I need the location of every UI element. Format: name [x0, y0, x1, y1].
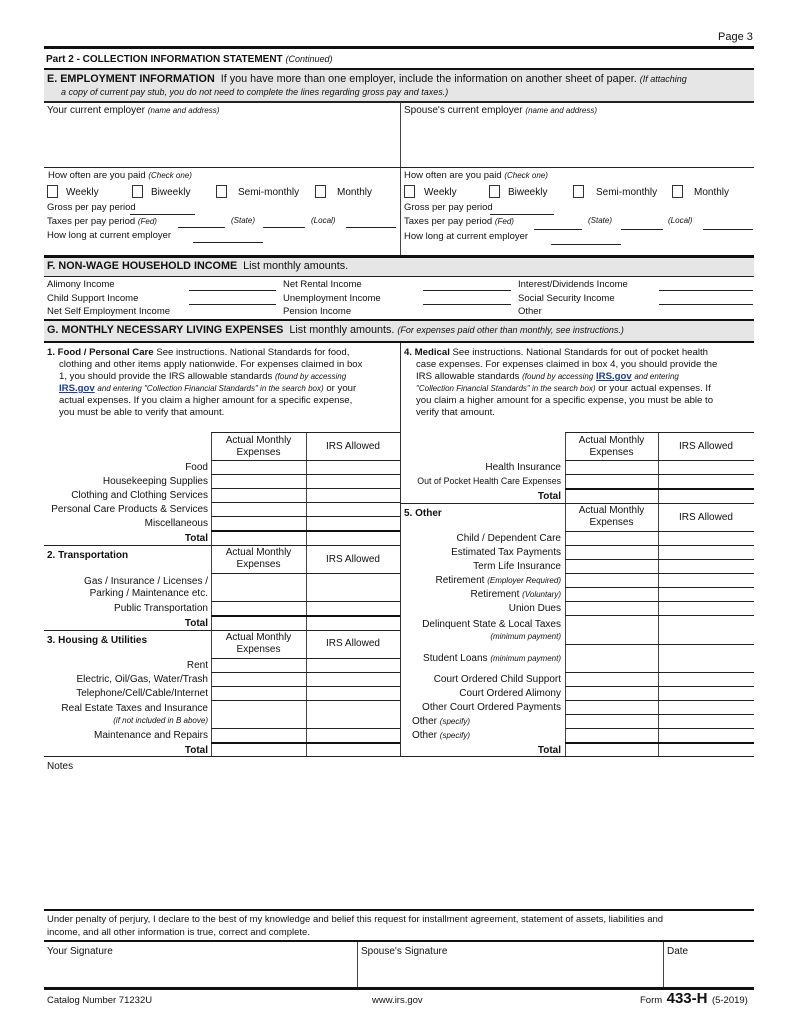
text: 1, you should provide the IRS allowable standards [59, 371, 273, 382]
grid-line [565, 601, 754, 602]
grid-line [211, 672, 400, 673]
child-support-income-label: Child Support Income [47, 293, 139, 304]
section-e-title-line [47, 73, 687, 86]
net-self-employment-label: Net Self Employment Income [47, 306, 171, 317]
box2-title: 2. Transportation [47, 550, 129, 561]
option-monthly: Monthly [337, 187, 373, 198]
grid-line [565, 686, 754, 687]
grid-line [565, 474, 754, 475]
grid-line [565, 559, 754, 560]
irs-gov-link[interactable]: IRS.gov [595, 371, 632, 382]
grid-line [565, 615, 754, 616]
personal-care-label: Personal Care Products & Services [51, 504, 208, 515]
text: See instructions. National Standards for out of pocket health [452, 347, 708, 358]
tax-local-field[interactable] [346, 227, 396, 228]
col-irs-header: IRS Allowed [326, 441, 380, 452]
housekeeping-label: Housekeeping Supplies [102, 476, 208, 487]
page-number: Page 3 [718, 31, 753, 43]
telephone-label: Telephone/Cell/Cable/Internet [76, 688, 208, 699]
box4-total-label: Total [537, 491, 561, 502]
state-hint: (State) [231, 216, 256, 225]
grid-line [565, 644, 754, 645]
spouse-option-weekly: Weekly [424, 187, 457, 198]
spouse-option-monthly: Monthly [694, 187, 730, 198]
hint: (Employer Required) [487, 576, 561, 585]
section-g-title: G. MONTHLY NECESSARY LIVING EXPENSES [47, 324, 284, 336]
checkbox-semi-monthly[interactable] [216, 185, 227, 198]
text: Expenses [589, 517, 634, 528]
box4-title: 4. Medical [404, 347, 450, 358]
hint: (minimum payment) [490, 654, 561, 663]
text: Actual Monthly [225, 435, 292, 446]
other-specify-2-label [412, 729, 470, 742]
checkbox-monthly[interactable] [315, 185, 326, 198]
section-e-note-2: a copy of current pay stub, you do not need to complete the lines regarding gross pay and taxes.) [61, 87, 449, 97]
box1-instructions [47, 347, 397, 419]
label-text: Spouse's current employer [404, 105, 523, 116]
text: clothing and other items apply nationwide. For expenses claimed in box [59, 359, 363, 370]
part-title [46, 53, 332, 66]
your-signature-label: Your Signature [47, 946, 113, 957]
hint: and entering "Collection Financial Standards" in the search box) [97, 384, 324, 393]
net-rental-income-label: Net Rental Income [283, 279, 362, 290]
checkbox-weekly[interactable] [47, 185, 58, 198]
social-security-field[interactable] [659, 304, 753, 305]
text: Expenses [589, 447, 634, 458]
box1-total-label: Total [184, 533, 208, 544]
notes-label: Notes [47, 761, 74, 772]
date-field[interactable] [664, 942, 754, 987]
interest-dividends-field[interactable] [659, 290, 753, 291]
grid-line [211, 573, 400, 574]
text: or your actual expenses. If [598, 383, 711, 394]
gross-pay-label: Gross per pay period [47, 202, 136, 213]
grid-line [400, 503, 754, 504]
col-actual-header [211, 435, 306, 459]
alimony-income-field[interactable] [189, 290, 276, 291]
grid-line [211, 474, 400, 475]
other-specify-1-label [412, 715, 470, 728]
spouse-employer-label [404, 104, 597, 117]
column-divider [400, 102, 401, 256]
delinquent-taxes-hint: (minimum payment) [490, 632, 561, 641]
how-long-field[interactable] [193, 242, 263, 243]
alimony-income-label: Alimony Income [47, 279, 115, 290]
gross-pay-field[interactable] [130, 214, 195, 215]
interest-dividends-label: Interest/Dividends Income [518, 279, 628, 290]
text: Retirement [435, 575, 485, 586]
text: actual expenses. If you claim a higher amount for a specific expense, [59, 395, 353, 406]
spouse-checkbox-biweekly[interactable] [489, 185, 500, 198]
text: Actual Monthly [225, 547, 292, 558]
option-biweekly: Biweekly [151, 187, 191, 198]
grid-line [565, 545, 754, 546]
spouse-local-hint: (Local) [668, 216, 693, 225]
local-hint: (Local) [311, 216, 336, 225]
spouse-state-hint: (State) [588, 216, 613, 225]
box4-instructions [404, 347, 754, 419]
real-estate-label: Real Estate Taxes and Insurance [61, 703, 208, 714]
section-e-note-1: (If attaching [639, 74, 687, 84]
hint: (specify) [439, 731, 471, 740]
fed-hint: (Fed) [494, 217, 514, 226]
out-of-pocket-label: Out of Pocket Health Care Expenses [417, 476, 561, 486]
col-actual-header [211, 547, 306, 571]
label-text: How often are you paid [48, 170, 146, 181]
spouse-how-long-label: How long at current employer [404, 231, 529, 242]
spouse-gross-pay-field[interactable] [490, 214, 554, 215]
text: IRS allowable standards [416, 371, 520, 382]
grid-line [565, 432, 566, 756]
irs-gov-link[interactable]: IRS.gov [59, 383, 95, 394]
form-prefix: Form [640, 995, 663, 1006]
section-f-title: F. NON-WAGE HOUSEHOLD INCOME [47, 260, 238, 272]
hint: "Collection Financial Standards" in the search box) [416, 384, 596, 393]
retirement-employer-label [400, 574, 561, 587]
label-text: How often are you paid [404, 170, 502, 181]
grid-line [565, 728, 754, 729]
grid-line [44, 630, 400, 631]
child-care-label: Child / Dependent Care [456, 533, 561, 544]
grid-line [565, 488, 754, 490]
hint: (Voluntary) [522, 590, 561, 599]
text: See instructions. National Standards for food, [156, 347, 350, 358]
spouse-gross-pay-label: Gross per pay period [404, 202, 493, 213]
divider [44, 46, 754, 49]
tax-state-field[interactable] [263, 227, 305, 228]
grid-line [211, 742, 400, 744]
col-irs-header: IRS Allowed [679, 512, 733, 523]
checkbox-biweekly[interactable] [132, 185, 143, 198]
grid-line [211, 516, 400, 517]
utilities-label: Electric, Oil/Gas, Water/Trash [76, 674, 208, 685]
public-transport-label: Public Transportation [114, 603, 208, 614]
grid-line [211, 700, 400, 701]
option-semi-monthly: Semi-monthly [238, 187, 300, 198]
grid-line [211, 530, 400, 532]
spouse-option-semi-monthly: Semi-monthly [596, 187, 658, 198]
col-irs-header: IRS Allowed [679, 441, 733, 452]
spouse-checkbox-monthly[interactable] [672, 185, 683, 198]
hint-text: (name and address) [525, 106, 598, 115]
box3-title: 3. Housing & Utilities [47, 635, 148, 646]
grid-line [565, 460, 754, 461]
date-label: Date [667, 946, 689, 957]
col-irs-header: IRS Allowed [326, 554, 380, 565]
perjury-statement-1: Under penalty of perjury, I declare to the best of my knowledge and belief this request for installment agreement, statement of assets, liabilities and [47, 914, 664, 925]
grid-line [44, 545, 400, 546]
maintenance-label: Maintenance and Repairs [94, 730, 208, 741]
food-label: Food [185, 462, 208, 473]
spouse-how-long-field[interactable] [551, 244, 621, 245]
fed-hint: (Fed) [137, 217, 157, 226]
misc-label: Miscellaneous [144, 518, 208, 529]
text: you must be able to verify that amount. [59, 407, 225, 418]
option-weekly: Weekly [66, 187, 99, 198]
perjury-statement-2: income, and all other information is true, correct and complete. [47, 927, 310, 938]
grid-line [211, 658, 400, 659]
grid-line [565, 573, 754, 574]
spouse-employer-field[interactable] [404, 118, 752, 164]
spouse-tax-fed-field[interactable] [534, 229, 582, 230]
spouse-tax-state-field[interactable] [621, 229, 663, 230]
retirement-voluntary-label [400, 588, 561, 601]
court-child-support-label: Court Ordered Child Support [433, 674, 561, 685]
text: you claim a higher amount for a specific expense, you must be able to [416, 395, 714, 406]
rent-label: Rent [186, 660, 208, 671]
estimated-tax-label: Estimated Tax Payments [451, 547, 561, 558]
pension-income-label: Pension Income [283, 306, 352, 317]
hint: (found by accessing [522, 372, 594, 381]
label-text: Your current employer [47, 105, 146, 116]
box1-title: 1. Food / Personal Care [47, 347, 154, 358]
label-text: Taxes per pay period [47, 216, 136, 227]
grid-line [211, 432, 400, 433]
spouse-checkbox-semi-monthly[interactable] [573, 185, 584, 198]
spouse-tax-local-field[interactable] [703, 229, 753, 230]
text: case expenses. For expenses claimed in box 4, you should provide the [416, 359, 718, 370]
unemployment-income-field[interactable] [423, 304, 511, 305]
col-actual-header [211, 632, 306, 656]
text: verify that amount. [416, 407, 495, 418]
grid-line [211, 502, 400, 503]
text: or your [326, 383, 357, 394]
catalog-number: Catalog Number 71232U [47, 995, 153, 1006]
hint: (found by accessing [275, 372, 347, 381]
net-rental-income-field[interactable] [423, 290, 511, 291]
union-dues-label: Union Dues [508, 603, 561, 614]
grid-line [565, 432, 754, 433]
grid-line [565, 531, 754, 532]
real-estate-hint: (if not included in B above) [113, 716, 208, 725]
divider [44, 276, 754, 277]
grid-line [211, 460, 400, 461]
spouse-signature-label: Spouse's Signature [361, 946, 448, 957]
social-security-label: Social Security Income [518, 293, 615, 304]
gas-insurance-label: Gas / Insurance / Licenses / [84, 576, 208, 587]
grid-line [565, 742, 754, 744]
grid-line [658, 432, 659, 756]
text: Student Loans [423, 653, 488, 664]
grid-line [565, 672, 754, 673]
section-g-instruction: List monthly amounts. [289, 324, 395, 336]
student-loans-label [400, 652, 561, 665]
section-f-instruction: List monthly amounts. [243, 260, 349, 272]
part-title-text: Part 2 - COLLECTION INFORMATION STATEMENT [46, 54, 283, 65]
col-irs-header: IRS Allowed [326, 638, 380, 649]
box3-total-label: Total [184, 745, 208, 756]
term-life-label: Term Life Insurance [473, 561, 561, 572]
box5-total-label: Total [537, 745, 561, 756]
form-number: 433-H [666, 990, 708, 1007]
text: Expenses [236, 559, 281, 570]
text: Actual Monthly [225, 632, 292, 643]
grid-line [565, 587, 754, 588]
hint-text: (name and address) [147, 106, 220, 115]
section-f-title-line [47, 260, 348, 273]
grid-line [306, 432, 307, 756]
irs-url: www.irs.gov [372, 995, 423, 1006]
notes-field[interactable] [46, 775, 752, 905]
form-revision: (5-2019) [711, 995, 748, 1006]
text: Actual Monthly [578, 435, 645, 446]
grid-line [211, 615, 400, 617]
divider [44, 341, 754, 343]
text: Other [412, 716, 438, 727]
your-signature-field[interactable] [44, 942, 357, 987]
box2-total-label: Total [184, 618, 208, 629]
divider [44, 909, 754, 911]
tax-fed-field[interactable] [178, 227, 225, 228]
label-text: Taxes per pay period [404, 216, 493, 227]
hint-text: (Check one) [148, 171, 192, 180]
grid-line [565, 700, 754, 701]
text: Actual Monthly [578, 505, 645, 516]
taxes-label [47, 216, 157, 228]
grid-line [211, 686, 400, 687]
col-actual-header [565, 505, 658, 529]
hint: (specify) [439, 717, 471, 726]
text: Retirement [470, 589, 520, 600]
grid-line [565, 714, 754, 715]
divider [44, 101, 754, 103]
divider [44, 167, 754, 168]
your-employer-field[interactable] [46, 118, 396, 164]
section-e-instruction: If you have more than one employer, include the information on another sheet of paper. [220, 73, 637, 85]
box5-title: 5. Other [404, 508, 442, 519]
part-subtitle: (Continued) [285, 54, 333, 64]
section-g-title-line [47, 324, 624, 337]
spouse-pay-frequency-label [404, 170, 548, 182]
how-long-label: How long at current employer [47, 230, 172, 241]
text: Expenses [236, 447, 281, 458]
spouse-taxes-label [404, 216, 514, 228]
health-insurance-label: Health Insurance [485, 462, 561, 473]
section-e-title: E. EMPLOYMENT INFORMATION [47, 73, 215, 85]
spouse-signature-field[interactable] [358, 942, 663, 987]
grid-line [211, 601, 400, 602]
spouse-option-biweekly: Biweekly [508, 187, 548, 198]
your-employer-label [47, 104, 219, 117]
section-g-note: (For expenses paid other than monthly, see instructions.) [397, 325, 624, 335]
unemployment-income-label: Unemployment Income [283, 293, 381, 304]
other-income-label: Other [518, 306, 542, 317]
text: Other [412, 730, 438, 741]
other-court-payments-label: Other Court Ordered Payments [422, 702, 561, 713]
hint-text: (Check one) [504, 171, 548, 180]
child-support-income-field[interactable] [189, 304, 276, 305]
spouse-checkbox-weekly[interactable] [404, 185, 415, 198]
parking-maintenance-label: Parking / Maintenance etc. [89, 588, 208, 599]
hint: and entering [634, 372, 679, 381]
grid-line [211, 488, 400, 489]
form-id [640, 990, 748, 1008]
text: Expenses [236, 644, 281, 655]
grid-line [211, 432, 212, 756]
pay-frequency-label [48, 170, 192, 182]
court-alimony-label: Court Ordered Alimony [459, 688, 561, 699]
col-actual-header [565, 435, 658, 459]
divider [44, 756, 754, 757]
delinquent-taxes-label: Delinquent State & Local Taxes [422, 619, 561, 630]
grid-line [211, 728, 400, 729]
clothing-label: Clothing and Clothing Services [71, 490, 208, 501]
